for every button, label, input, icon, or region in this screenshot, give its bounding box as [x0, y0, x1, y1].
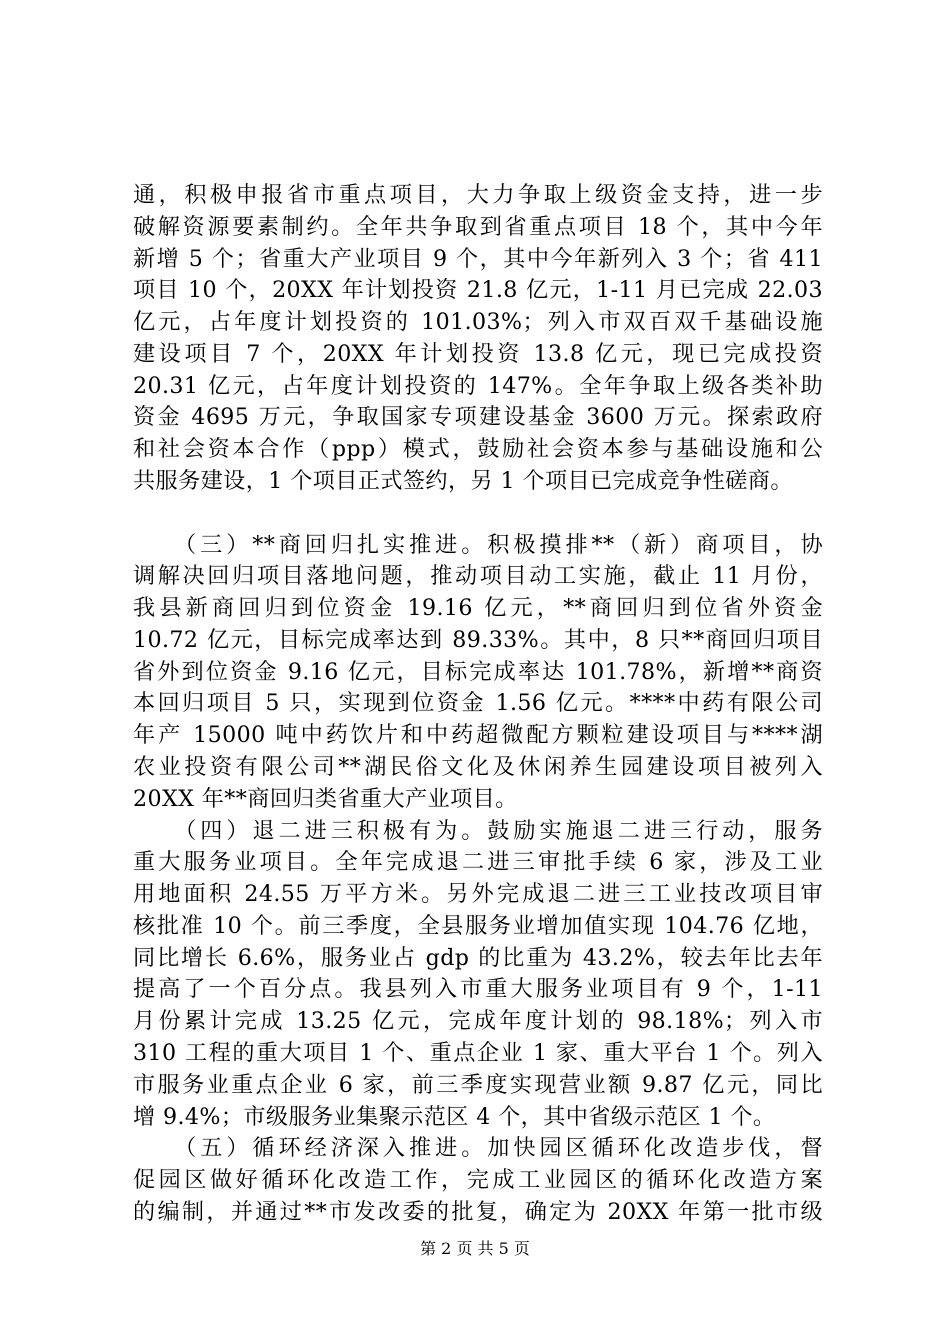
text-line: 省外到位资金 9.16 亿元，目标完成率达 101.78%，新增**商资: [133, 658, 823, 685]
text-line: 新增 5 个；省重大产业项目 9 个，其中今年新列入 3 个；省 411: [133, 245, 823, 272]
text-line: （三）**商回归扎实推进。积极摸排**（新）商项目，协: [133, 531, 823, 558]
text-line: 建设项目 7 个，20XX 年计划投资 13.8 亿元，现已完成投资: [133, 340, 823, 367]
text-line: 调解决回归项目落地问题，推动项目动工实施，截止 11 月份，: [133, 563, 823, 590]
text-line: 共服务建设，1 个项目正式签约，另 1 个项目已完成竞争性磋商。: [133, 468, 793, 495]
text-line: 增 9.4%；市级服务业集聚示范区 4 个，其中省级示范区 1 个。: [133, 1103, 776, 1130]
text-line: 本回归项目 5 只，实现到位资金 1.56 亿元。****中药有限公司: [133, 690, 823, 717]
text-line: 用地面积 24.55 万平方米。另外完成退二进三工业技改项目审: [133, 881, 823, 908]
text-line: （四）退二进三积极有为。鼓励实施退二进三行动，服务: [133, 817, 823, 844]
text-line: 的编制，并通过**市发改委的批复，确定为 20XX 年第一批市级: [133, 1198, 823, 1225]
text-line: 市服务业重点企业 6 家，前三季度实现营业额 9.87 亿元，同比: [133, 1071, 823, 1098]
text-line: 我县新商回归到位资金 19.16 亿元，**商回归到位省外资金: [133, 595, 823, 622]
text-line: （五）循环经济深入推进。加快园区循环化改造步伐，督: [133, 1135, 823, 1162]
text-line: 促园区做好循环化改造工作，完成工业园区的循环化改造方案: [133, 1167, 823, 1194]
text-line: 同比增长 6.6%，服务业占 gdp 的比重为 43.2%，较去年比去年: [133, 944, 823, 971]
page-footer: 第 2 页 共 5 页: [420, 1239, 530, 1258]
text-line: 通，积极申报省市重点项目，大力争取上级资金支持，进一步: [133, 182, 823, 208]
text-line: 月份累计完成 13.25 亿元，完成年度计划的 98.18%；列入市: [133, 1008, 823, 1035]
text-line: 亿元，占年度计划投资的 101.03%；列入市双百双千基础设施: [133, 309, 823, 336]
text-line: 农业投资有限公司**湖民俗文化及休闲养生园建设项目被列入: [133, 754, 823, 781]
text-line: 核批准 10 个。前三季度，全县服务业增加值实现 104.76 亿地，: [133, 912, 823, 939]
text-line: 10.72 亿元，目标完成率达到 89.33%。其中，8 只**商回归项目: [133, 626, 823, 653]
text-line: 资金 4695 万元，争取国家专项建设基金 3600 万元。探索政府: [133, 404, 823, 431]
text-line: 20.31 亿元，占年度计划投资的 147%。全年争取上级各类补助: [133, 372, 823, 399]
text-line: 年产 15000 吨中药饮片和中药超微配方颗粒建设项目与****湖: [133, 722, 823, 749]
text-line: 提高了一个百分点。我县列入市重大服务业项目有 9 个，1-11: [133, 976, 823, 1003]
text-line: 和社会资本合作（ppp）模式，鼓励社会资本参与基础设施和公: [133, 436, 823, 463]
text-line: 破解资源要素制约。全年共争取到省重点项目 18 个，其中今年: [133, 213, 823, 240]
text-line: 项目 10 个，20XX 年计划投资 21.8 亿元，1-11 月已完成 22.03: [133, 277, 823, 304]
text-line: 重大服务业项目。全年完成退二进三审批手续 6 家，涉及工业: [133, 849, 823, 876]
text-line: 310 工程的重大项目 1 个、重点企业 1 家、重大平台 1 个。列入: [133, 1040, 823, 1067]
text-line: 20XX 年**商回归类省重大产业项目。: [133, 785, 518, 812]
